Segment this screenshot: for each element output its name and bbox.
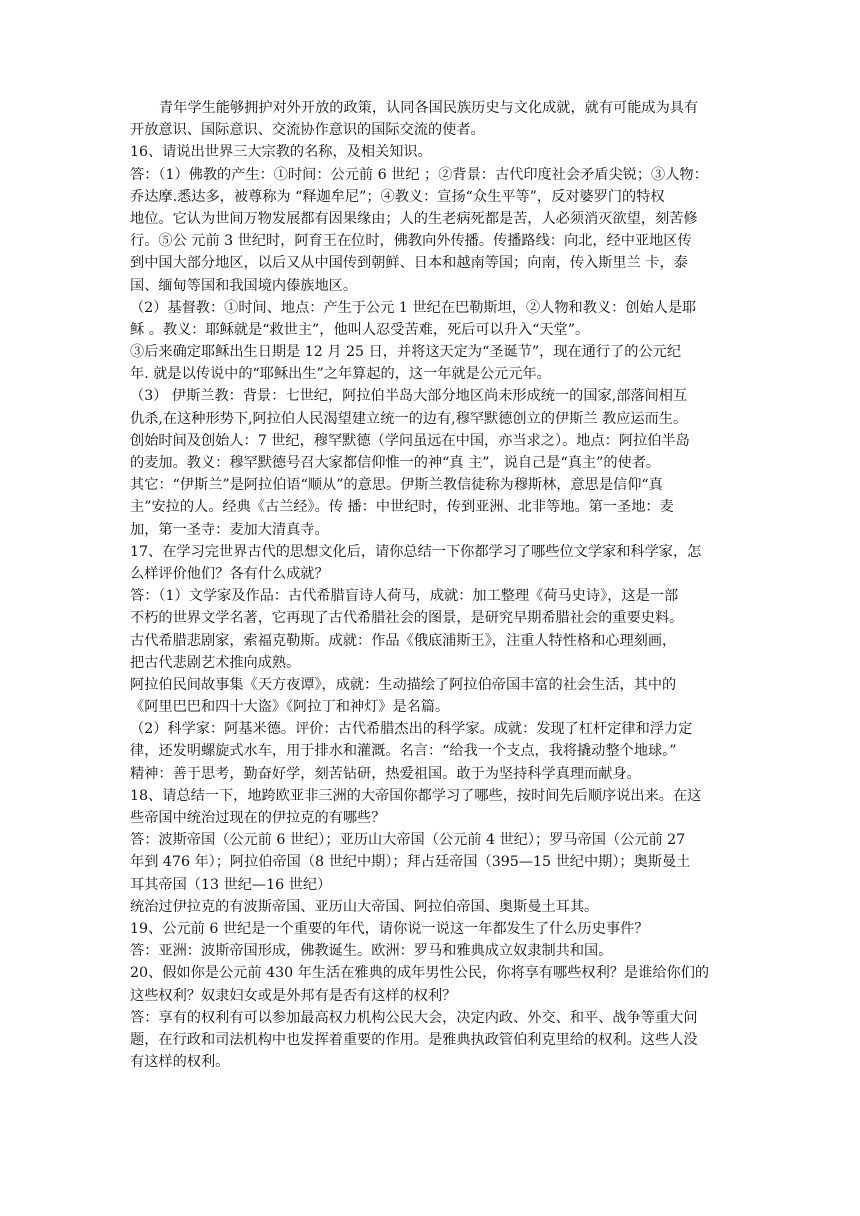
text-line: 主”安拉的人。经典《古兰经》。传 播：中世纪时，传到亚洲、北非等地。第一圣地：麦: [130, 499, 674, 516]
text-line: 稣 。教义：耶稣就是“救世主”，他叫人忍受苦难，死后可以升入“天堂”。: [130, 321, 590, 338]
text-line: 有这样的权利。: [130, 1054, 230, 1071]
text-line: 18、请总结一下，地跨欧亚非三洲的大帝国你都学习了哪些，按时间先后顺序说出来。在这: [130, 787, 702, 804]
text-line: ③后来确定耶稣出生日期是 12 月 25 日，并将这天定为“圣诞节”，现在通行了的公元纪: [130, 344, 682, 361]
text-line: 答：（1）佛教的产生：①时间：公元前 6 世纪 ；②背景：古代印度社会矛盾尖锐；③人物：: [130, 166, 708, 183]
text-line: 些帝国中统治过现在的伊拉克的有哪些？: [130, 810, 386, 826]
text-line: 19、公元前 6 世纪是一个重要的年代，请你说一说这一年都发生了什么历史事件？: [130, 920, 649, 937]
text-line: 创始时间及创始人：7 世纪，穆罕默德（学问虽远在中国，亦当求之）。地点：阿拉伯半岛: [130, 432, 690, 449]
text-line: 到中国大部分地区，以后又从中国传到朝鲜、日本和越南等国；向南，传入斯里兰 卡，泰: [130, 255, 688, 272]
text-line: 青年学生能够拥护对外开放的政策，认同各国民族历史与文化成就，就有可能成为具有: [159, 100, 699, 116]
text-line: 其它：“伊斯兰”是阿拉伯语“顺从”的意思。伊斯兰教信徒称为穆斯林，意思是信仰“真: [130, 477, 663, 494]
text-line: 律，还发明螺旋式水车，用于排水和灌溉。名言：“给我一个支点，我将撬动整个地球。”: [130, 743, 677, 760]
text-line: 20、假如你是公元前 430 年生活在雅典的成年男性公民，你将享有哪些权利？是谁给你们的: [130, 965, 710, 982]
text-line: 古代希腊悲剧家，索福克勒斯。成就：作品《俄底浦斯王》，注重人特性格和心理刻画，: [130, 632, 677, 649]
text-line: 地位。它认为世间万物发展都有因果缘由；人的生老病死都是苦，人必须消灭欲望，刻苦修: [130, 210, 698, 227]
text-line: （2）科学家：阿基米德。评价：古代希腊杰出的科学家。成就：发现了杠杆定律和浮力定: [130, 721, 693, 738]
text-line: 统治过伊拉克的有波斯帝国、亚历山大帝国、阿拉伯帝国、奥斯曼土耳其。: [130, 898, 599, 915]
text-line: （3） 伊斯兰教：背景：七世纪，阿拉伯半岛大部分地区尚未形成统一的国家,部落间相互: [130, 388, 688, 405]
text-line: 仇杀,在这种形势下,阿拉伯人民渴望建立统一的边有,穆罕默德创立的伊斯兰 教应运而生。: [130, 410, 688, 427]
text-line: 精神：善于思考，勤奋好学，刻苦钻研，热爱祖国。敢于为坚持科学真理而献身。: [130, 765, 641, 782]
text-line: 的麦加。教义：穆罕默德号召大家都信仰惟一的神“真 主”，说自己是“真主”的使者。: [130, 455, 661, 471]
text-line: 阿拉伯民间故事集《天方夜谭》，成就：生动描绘了阿拉伯帝国丰富的社会生活，其中的: [130, 676, 677, 693]
text-line: 行。⑤公 元前 3 世纪时，阿育王在位时，佛教向外传播。传播路线：向北，经中亚地区传: [130, 233, 692, 250]
text-line: 《阿里巴巴和四十大盗》《阿拉丁和神灯》是名篇。: [130, 699, 450, 716]
text-line: 16、请说出世界三大宗教的名称，及相关知识。: [130, 144, 432, 161]
text-line: 答：（1）文学家及作品：古代希腊盲诗人荷马，成就：加工整理《荷马史诗》，这是一部: [130, 588, 679, 605]
text-line: 答：享有的权利有可以参加最高权力机构公民大会，决定内政、外交、和平、战争等重大问: [130, 1009, 698, 1026]
text-line: 答：亚洲：波斯帝国形成，佛教诞生。欧洲：罗马和雅典成立奴隶制共和国。: [130, 943, 613, 960]
text-line: 国、缅甸等国和我国境内傣族地区。: [130, 277, 358, 294]
text-line: 年. 就是以传说中的“耶稣出生”之年算起的，这一年就是公元元年。: [130, 366, 551, 383]
text-line: 年到 476 年）；阿拉伯帝国（8 世纪中期）；拜占廷帝国（395—15 世纪中期）；奥斯曼土: [130, 854, 691, 871]
text-line: 开放意识、国际意识、交流协作意识的国际交流的使者。: [130, 122, 485, 139]
text-line: 耳其帝国（13 世纪—16 世纪）: [130, 876, 332, 893]
text-line: 么样评价他们？各有什么成就？: [130, 565, 329, 582]
text-line: 不朽的世界文学名著，它再现了古代希腊社会的图景，是研究早期希腊社会的重要史料。: [130, 610, 684, 627]
text-line: （2）基督教：①时间、地点：产生于公元 1 世纪在巴勒斯坦，②人物和教义：创始人是耶: [130, 299, 697, 316]
document-body: [130, 97, 750, 1073]
text-line: 把古代悲剧艺术推向成熟。: [130, 654, 301, 671]
text-line: 答：波斯帝国（公元前 6 世纪）；亚历山大帝国（公元前 4 世纪）；罗马帝国（公元前 27: [130, 832, 686, 849]
text-line: 17、在学习完世界古代的思想文化后，请你总结一下你都学习了哪些位文学家和科学家，怎: [130, 543, 702, 560]
text-line: 题，在行政和司法机构中也发挥着重要的作用。是雅典执政管伯利克里给的权利。这些人没: [130, 1031, 698, 1048]
text-line: 乔达摩.悉达多，被尊称为 “释迦牟尼”；④教义：宣扬“众生平等”，反对婆罗门的特权: [130, 188, 665, 205]
text-line: 加，第一圣寺：麦加大清真寺。: [130, 521, 329, 538]
text-line: 这些权利？奴隶妇女或是外邦有是否有这样的权利？: [130, 987, 457, 1004]
